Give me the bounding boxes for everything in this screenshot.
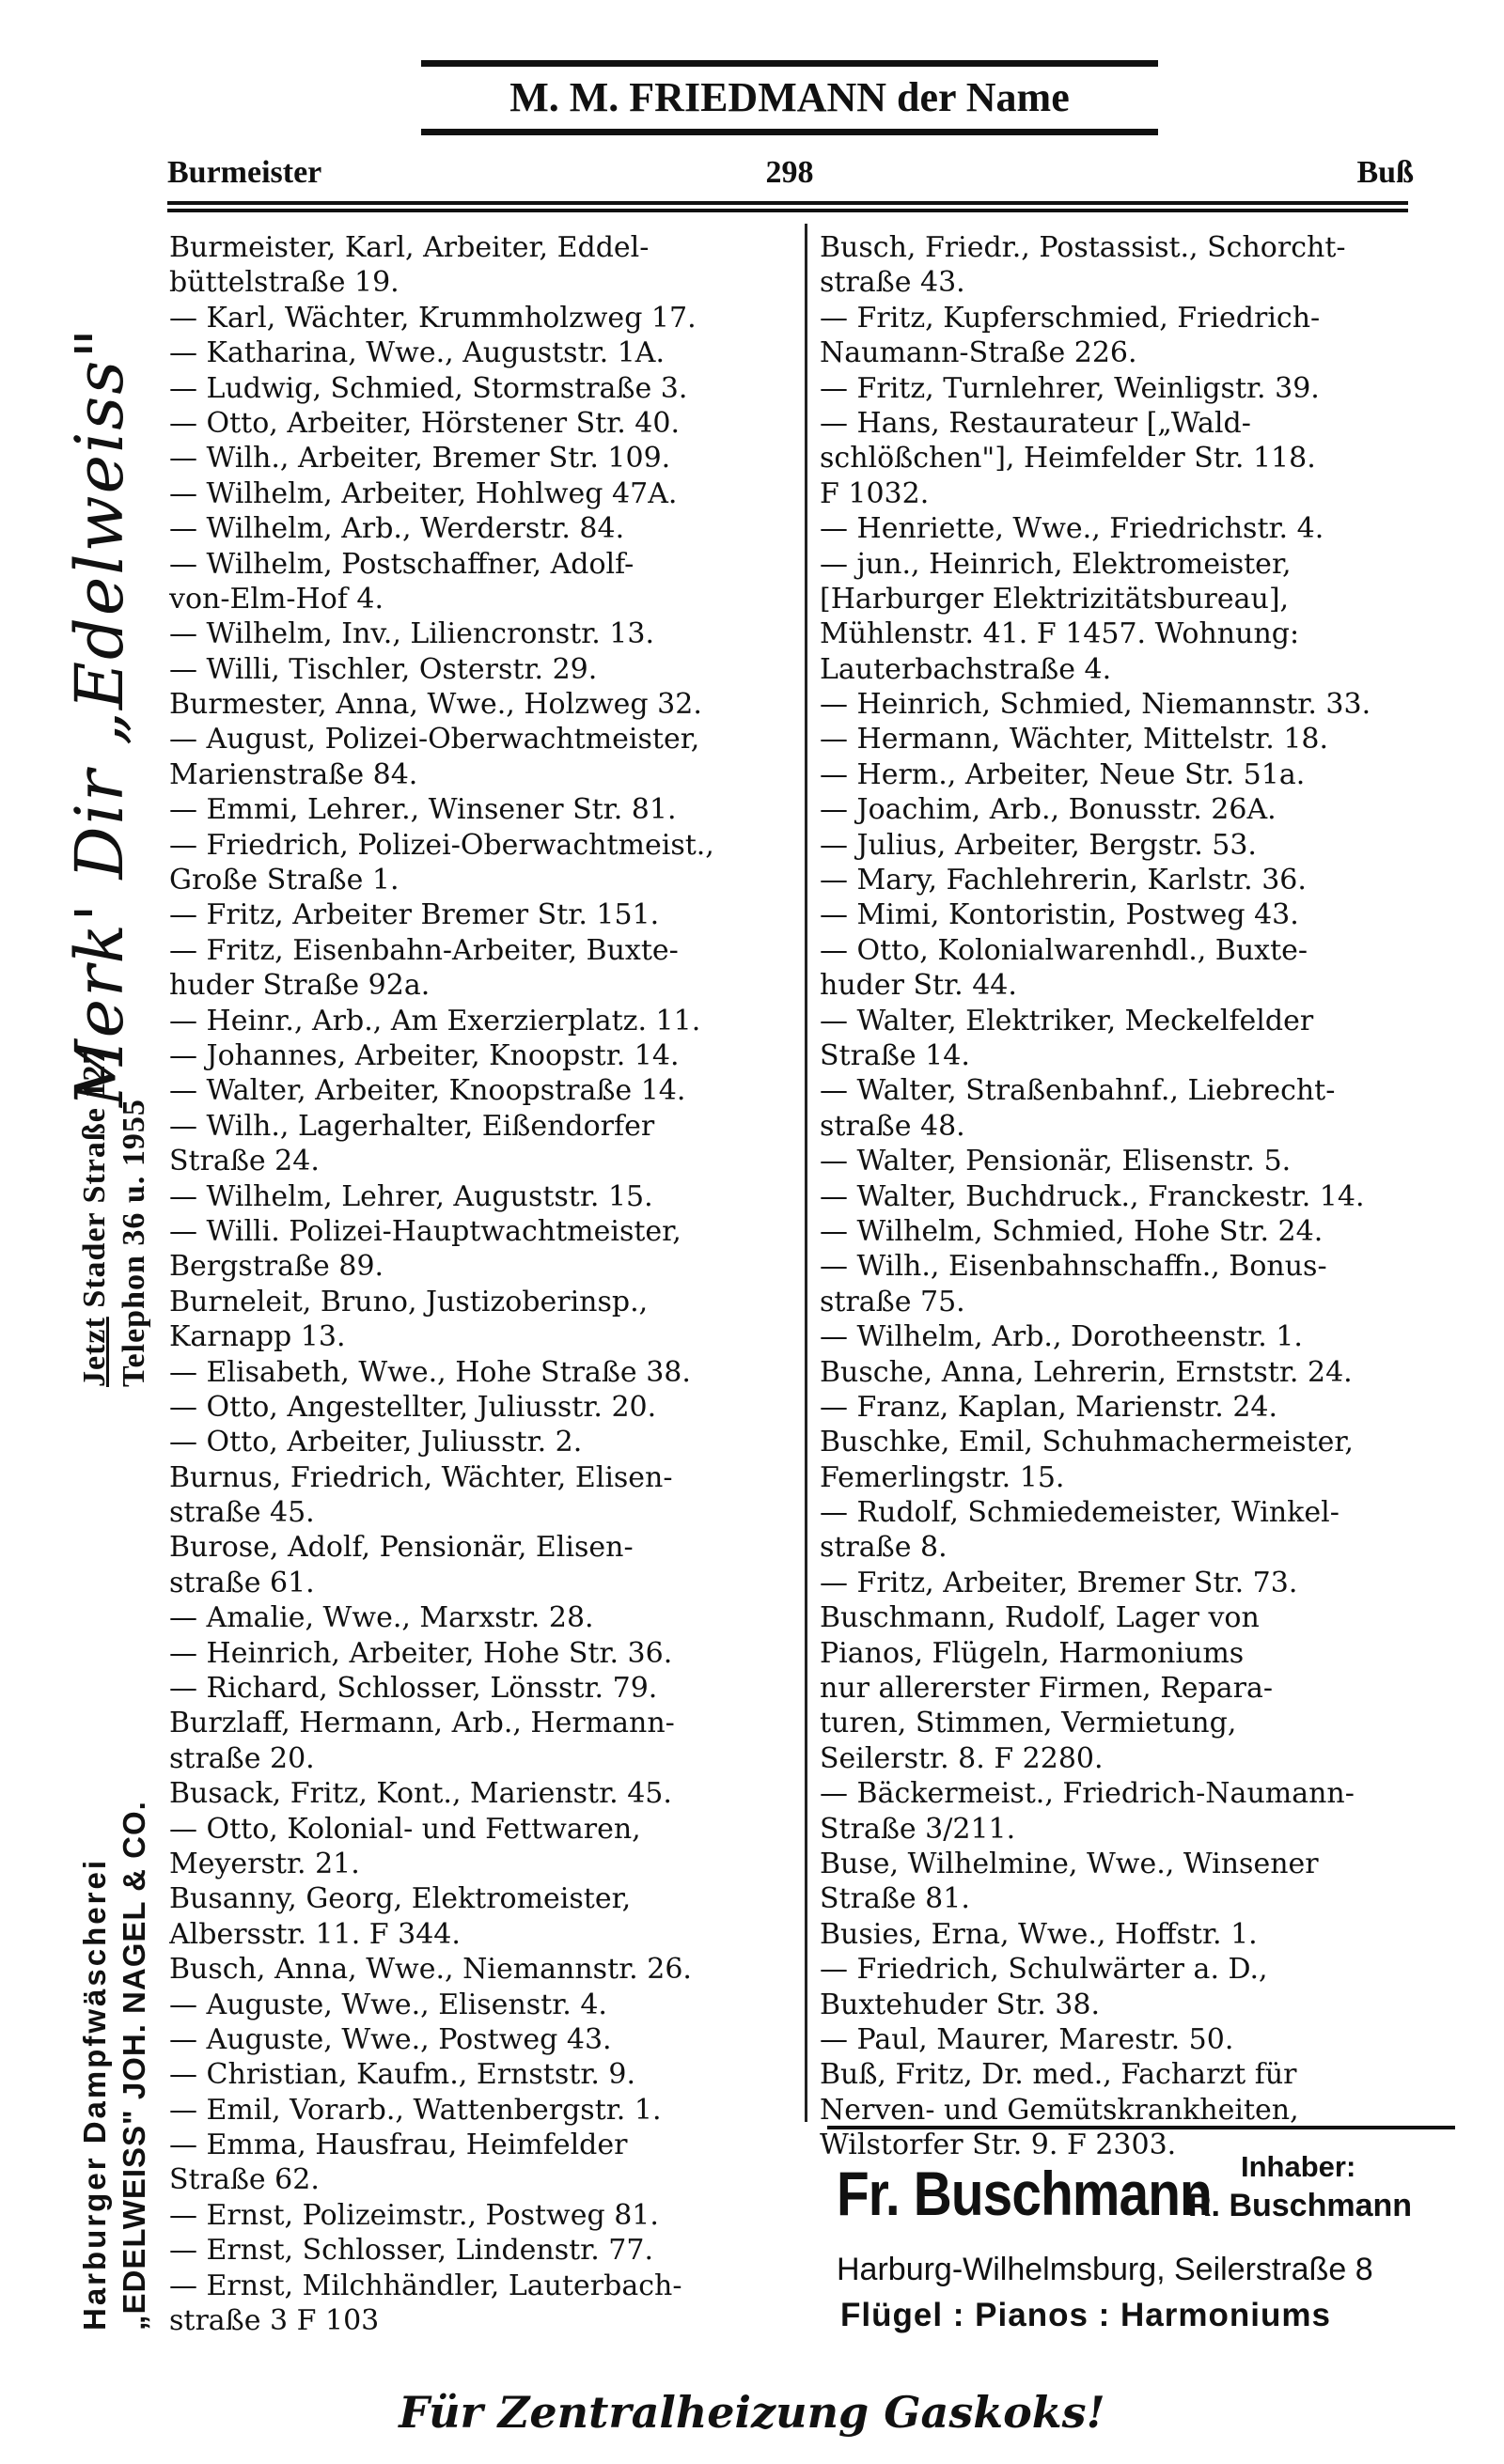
directory-entry-line: straße 45. <box>169 1496 315 1530</box>
directory-entry-line: — Ernst, Schlosser, Lindenstr. 77. <box>169 2234 654 2268</box>
directory-entry-line: huder Straße 92a. <box>169 969 431 1003</box>
directory-entry-line: — Wilhelm, Arb., Werderstr. 84. <box>169 512 625 546</box>
right-column <box>820 230 1414 2162</box>
directory-entry-line: — Fritz, Eisenbahn-Arbeiter, Buxte- <box>169 933 679 967</box>
directory-entry-line: — Ernst, Polizeimstr., Postweg 81. <box>169 2198 659 2232</box>
directory-entry-line: — Otto, Arbeiter, Hörstener Str. 40. <box>169 406 681 440</box>
directory-entry-line: — Auguste, Wwe., Elisenstr. 4. <box>169 1988 607 2021</box>
directory-entry-line: straße 61. <box>169 1566 315 1599</box>
sidebar-address <box>77 1048 113 1387</box>
directory-entry-line: — Rudolf, Schmiedemeister, Winkel- <box>820 1496 1340 1530</box>
directory-entry-line: — Wilhelm, Postschaffner, Adolf- <box>169 547 634 581</box>
directory-entry-line: — Fritz, Arbeiter Bremer Str. 151. <box>169 898 660 932</box>
directory-entry-line: — Wilhelm, Schmied, Hohe Str. 24. <box>820 1214 1324 1248</box>
directory-entry-line: Mühlenstr. 41. F 1457. Wohnung: <box>820 617 1300 651</box>
directory-entry-line: Buschmann, Rudolf, Lager von <box>820 1601 1260 1635</box>
running-head-left: Burmeister <box>167 155 322 190</box>
directory-entry-line: — Otto, Angestellter, Juliusstr. 20. <box>169 1390 657 1424</box>
directory-entry-line: Albersstr. 11. F 344. <box>169 1917 461 1951</box>
directory-entry-line: Straße 81. <box>820 1882 970 1916</box>
directory-entry-line: Busche, Anna, Lehrerin, Ernststr. 24. <box>820 1355 1353 1389</box>
directory-entry-line: Burnus, Friedrich, Wächter, Elisen- <box>169 1460 673 1494</box>
directory-entry-line: — Wilh., Lagerhalter, Eißendorfer <box>169 1109 655 1143</box>
directory-entry-line: Meyerstr. 21. <box>169 1847 360 1880</box>
directory-entry-line: Karnapp 13. <box>169 1320 346 1354</box>
directory-entry-line: Buxtehuder Str. 38. <box>820 1988 1101 2021</box>
directory-entry-line: Nerven- und Gemütskrankheiten, <box>820 2093 1299 2127</box>
directory-entry-line: Burose, Adolf, Pensionär, Elisen- <box>169 1531 634 1565</box>
column-divider <box>805 224 807 2122</box>
directory-entry-line: straße 43. <box>820 266 965 300</box>
sidebar-address-text: Stader Straße 127 <box>77 1047 112 1308</box>
directory-entry-line: — Auguste, Wwe., Postweg 43. <box>169 2022 612 2056</box>
directory-entry-line: — Karl, Wächter, Krummholzweg 17. <box>169 301 697 335</box>
sidebar-jetzt: Jetzt <box>77 1317 112 1387</box>
header-rule-2 <box>167 209 1408 212</box>
directory-entry-line: Burzlaff, Hermann, Arb., Hermann- <box>169 1707 675 1740</box>
directory-entry-line: — Wilhelm, Lehrer, Auguststr. 15. <box>169 1179 653 1213</box>
directory-entry-line: — Ludwig, Schmied, Stormstraße 3. <box>169 371 688 405</box>
directory-entry-line: — Walter, Arbeiter, Knoopstraße 14. <box>169 1074 686 1108</box>
directory-entry-line: — Amalie, Wwe., Marxstr. 28. <box>169 1601 594 1635</box>
header-rule <box>167 201 1408 205</box>
directory-entry-line: — Hermann, Wächter, Mittelstr. 18. <box>820 723 1329 756</box>
sidebar-phone: Telephon 36 u. 1955 <box>117 1099 151 1387</box>
directory-entry-line: — Walter, Pensionär, Elisenstr. 5. <box>820 1145 1292 1178</box>
directory-entry-line: Bergstraße 89. <box>169 1250 384 1284</box>
directory-entry-line: F 1032. <box>820 476 930 510</box>
directory-entry-line: Burmeister, Karl, Arbeiter, Eddel- <box>169 231 650 264</box>
directory-entry-line: straße 48. <box>820 1109 965 1143</box>
directory-entry-line: — Ernst, Milchhändler, Lauterbach- <box>169 2269 682 2302</box>
directory-entry-line: — Richard, Schlosser, Lönsstr. 79. <box>169 1672 658 1706</box>
directory-entry-line: Buß, Fritz, Dr. med., Facharzt für <box>820 2058 1297 2092</box>
banner: M. M. FRIEDMANN der Name <box>421 60 1158 135</box>
directory-entry-line: — Wilh., Eisenbahnschaffn., Bonus- <box>820 1250 1327 1284</box>
directory-entry-line: Burneleit, Bruno, Justizoberinsp., <box>169 1285 649 1318</box>
directory-entry-line: Busch, Friedr., Postassist., Schorcht- <box>820 231 1346 264</box>
directory-entry-line: — Willi. Polizei-Hauptwachtmeister, <box>169 1214 682 1248</box>
directory-entry-line: — Heinrich, Arbeiter, Hohe Str. 36. <box>169 1636 673 1670</box>
directory-entry-line: — Wilhelm, Inv., Liliencronstr. 13. <box>169 617 654 651</box>
footer-slogan: Für Zentralheizung Gaskoks! <box>399 2387 1105 2438</box>
sidebar-company-name <box>117 1801 152 2331</box>
directory-entry-line: — Emmi, Lehrer., Winsener Str. 81. <box>169 793 677 827</box>
directory-entry-line: turen, Stimmen, Vermietung, <box>820 1707 1237 1740</box>
directory-entry-line: — Emma, Hausfrau, Heimfelder <box>169 2129 628 2162</box>
directory-entry-line: huder Str. 44. <box>820 969 1017 1003</box>
directory-entry-line: — Mimi, Kontoristin, Postweg 43. <box>820 898 1299 932</box>
directory-entry-line: — Walter, Buchdruck., Franckestr. 14. <box>820 1179 1365 1213</box>
directory-entry-line: — Henriette, Wwe., Friedrichstr. 4. <box>820 512 1324 546</box>
directory-entry-line: — Hans, Restaurateur [„Wald- <box>820 406 1251 440</box>
directory-entry-line: schlößchen"], Heimfelder Str. 118. <box>820 442 1316 476</box>
page-number: 298 <box>765 155 814 190</box>
directory-entry-line: — Julius, Arbeiter, Bergstr. 53. <box>820 828 1257 862</box>
directory-entry-line: — Walter, Elektriker, Meckelfelder <box>820 1004 1314 1037</box>
directory-entry-line: Lauterbachstraße 4. <box>820 652 1112 686</box>
directory-entry-line: — Katharina, Wwe., Auguststr. 1A. <box>169 336 666 370</box>
directory-entry-line: — Willi, Tischler, Osterstr. 29. <box>169 652 598 686</box>
sidebar-company-label: „EDELWEISS" JOH. NAGEL & CO. <box>117 1801 151 2331</box>
directory-entry-line: — Mary, Fachlehrerin, Karlstr. 36. <box>820 864 1307 897</box>
sidebar-slogan: Merk' Dir „Edelweiss" <box>61 326 138 1107</box>
advert-name: Fr. Buschmann <box>837 2159 1212 2228</box>
directory-entry-line: — Wilh., Arbeiter, Bremer Str. 109. <box>169 442 671 476</box>
sidebar-company: Harburger Dampfwäscherei <box>77 1858 112 2331</box>
buschmann-advert <box>827 2126 1455 2374</box>
directory-entry-line: Große Straße 1. <box>169 864 400 897</box>
directory-entry-line: Busanny, Georg, Elektromeister, <box>169 1882 632 1916</box>
directory-entry-line: — Johannes, Arbeiter, Knoopstr. 14. <box>169 1038 680 1072</box>
directory-entry-line: straße 75. <box>820 1285 965 1318</box>
advert-owner-label: Inhaber: <box>1241 2150 1356 2183</box>
directory-entry-line: — Otto, Kolonialwarenhdl., Buxte- <box>820 933 1308 967</box>
directory-entry-line: Femerlingstr. 15. <box>820 1460 1065 1494</box>
directory-entry-line: Naumann-Straße 226. <box>820 336 1137 370</box>
directory-entry-line: — Fritz, Turnlehrer, Weinligstr. 39. <box>820 371 1320 405</box>
directory-entry-line: — Wilhelm, Arb., Dorotheenstr. 1. <box>820 1320 1303 1354</box>
directory-entry-line: — jun., Heinrich, Elektromeister, <box>820 547 1292 581</box>
directory-entry-line: — Heinrich, Schmied, Niemannstr. 33. <box>820 688 1371 722</box>
directory-entry-line: — August, Polizei-Oberwachtmeister, <box>169 723 700 756</box>
directory-entry-line: Wilstorfer Str. 9. F 2303. <box>820 2129 1177 2162</box>
directory-entry-line: Straße 24. <box>169 1145 320 1178</box>
directory-entry-line: Busies, Erna, Wwe., Hoffstr. 1. <box>820 1917 1258 1951</box>
directory-entry-line: Busack, Fritz, Kont., Marienstr. 45. <box>169 1777 672 1811</box>
directory-entry-line: — Paul, Maurer, Marestr. 50. <box>820 2022 1234 2056</box>
directory-entry-line: — Franz, Kaplan, Marienstr. 24. <box>820 1390 1278 1424</box>
directory-entry-line: [Harburger Elektrizitätsbureau], <box>820 582 1290 616</box>
directory-entry-line: Busch, Anna, Wwe., Niemannstr. 26. <box>169 1953 692 1987</box>
directory-entry-line: — Joachim, Arb., Bonusstr. 26A. <box>820 793 1277 827</box>
advert-address: Harburg-Wilhelmsburg, Seilerstraße 8 <box>837 2252 1373 2287</box>
directory-entry-line: Buschke, Emil, Schuhmachermeister, <box>820 1426 1354 1459</box>
directory-entry-line: — Emil, Vorarb., Wattenbergstr. 1. <box>169 2093 662 2127</box>
advert-products: Flügel : Pianos : Harmoniums <box>840 2297 1331 2333</box>
directory-entry-line: Seilerstr. 8. F 2280. <box>820 1741 1104 1775</box>
directory-entry-line: straße 20. <box>169 1741 315 1775</box>
directory-entry-line: Pianos, Flügeln, Harmoniums <box>820 1636 1245 1670</box>
directory-entry-line: von-Elm-Hof 4. <box>169 582 384 616</box>
directory-entry-line: — Otto, Arbeiter, Juliusstr. 2. <box>169 1426 583 1459</box>
directory-entry-line: — Fritz, Kupferschmied, Friedrich- <box>820 301 1321 335</box>
directory-entry-line: — Wilhelm, Arbeiter, Hohlweg 47A. <box>169 476 678 510</box>
directory-entry-line: Burmester, Anna, Wwe., Holzweg 32. <box>169 688 702 722</box>
directory-entry-line: — Otto, Kolonial- und Fettwaren, <box>169 1812 641 1846</box>
directory-entry-line: Marienstraße 84. <box>169 757 418 791</box>
running-head-right: Buß <box>1356 155 1414 190</box>
directory-entry-line: — Herm., Arbeiter, Neue Str. 51a. <box>820 757 1306 791</box>
directory-entry-line: straße 3 F 103 <box>169 2304 380 2338</box>
left-column <box>169 230 808 2338</box>
directory-entry-line: — Fritz, Arbeiter, Bremer Str. 73. <box>820 1566 1298 1599</box>
directory-entry-line: Buse, Wilhelmine, Wwe., Winsener <box>820 1847 1319 1880</box>
directory-entry-line: Straße 14. <box>820 1038 970 1072</box>
directory-entry-line: — Elisabeth, Wwe., Hohe Straße 38. <box>169 1355 691 1389</box>
directory-entry-line: — Walter, Straßenbahnf., Liebrecht- <box>820 1074 1336 1108</box>
directory-entry-line: nur allererster Firmen, Repara- <box>820 1672 1274 1706</box>
directory-entry-line: — Friedrich, Schulwärter a. D., <box>820 1953 1268 1987</box>
advert-owner: R. Buschmann <box>1188 2188 1413 2223</box>
directory-entry-line: — Heinr., Arb., Am Exerzierplatz. 11. <box>169 1004 701 1037</box>
directory-entry-line: büttelstraße 19. <box>169 266 400 300</box>
directory-entry-line: — Bäckermeist., Friedrich-Naumann- <box>820 1777 1355 1811</box>
directory-entry-line: straße 8. <box>820 1531 948 1565</box>
directory-entry-line: — Friedrich, Polizei-Oberwachtmeist., <box>169 828 714 862</box>
directory-entry-line: Straße 62. <box>169 2163 320 2197</box>
directory-entry-line: — Christian, Kaufm., Ernststr. 9. <box>169 2058 636 2092</box>
directory-entry-line: Straße 3/211. <box>820 1812 1016 1846</box>
